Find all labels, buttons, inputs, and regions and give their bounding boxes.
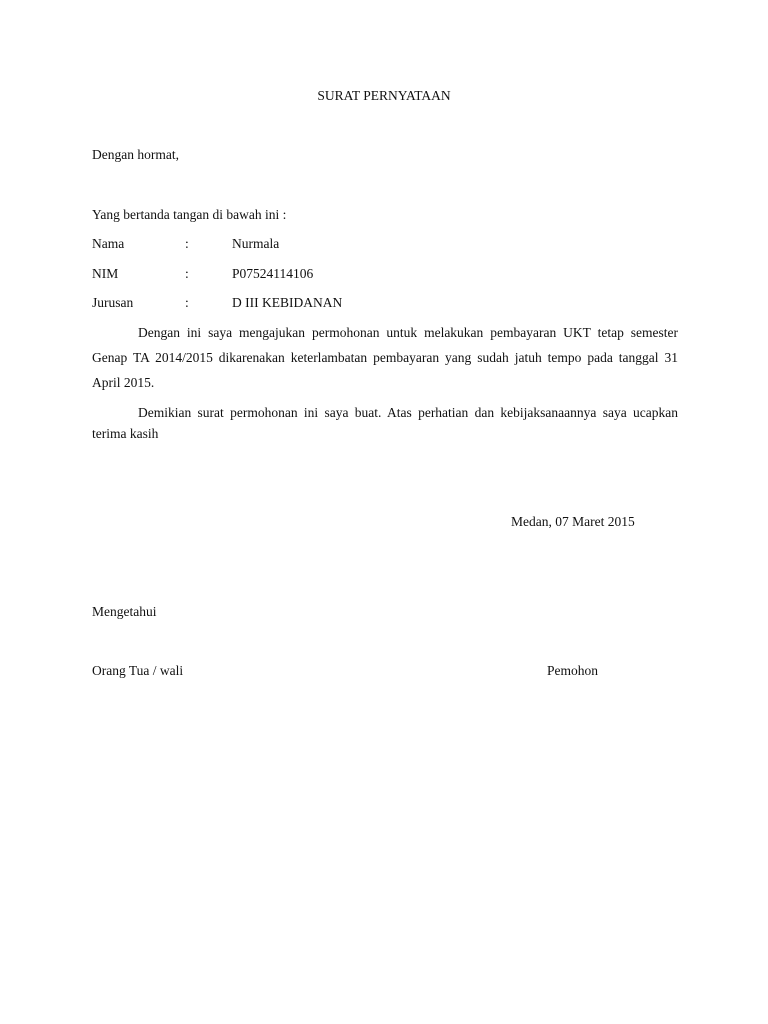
signer-right-label: Pemohon [547,663,599,678]
field-label-jurusan: Jurusan [92,295,134,310]
document-title: SURAT PERNYATAAN [317,88,451,103]
field-value-nim: P07524114106 [232,266,314,281]
paragraph-closing: Demikian surat permohonan ini saya buat. Atas perhatian dan kebijaksanaannya saya ucapkan terima kasih [92,405,678,441]
place-date: Medan, 07 Maret 2015 [511,514,635,529]
field-colon-nim: : [185,266,189,281]
salutation: Dengan hormat, [92,147,179,162]
paragraph-request: Dengan ini saya mengajukan permohonan untuk melakukan pembayaran UKT tetap semester Genap TA 2014/2015 dikarenakan keterlambatan pembayaran yang sudah jatuh tempo pada tanggal 31 April 2015. [92,325,678,390]
field-value-nama: Nurmala [232,236,280,251]
signer-left-label: Orang Tua / wali [92,663,184,678]
field-colon-jurusan: : [185,295,189,310]
field-label-nim: NIM [92,266,119,281]
field-colon-nama: : [185,236,189,251]
field-value-jurusan: D III KEBIDANAN [232,295,343,310]
intro-line: Yang bertanda tangan di bawah ini : [92,207,287,222]
acknowledged-label: Mengetahui [92,604,157,619]
field-label-nama: Nama [92,236,125,251]
